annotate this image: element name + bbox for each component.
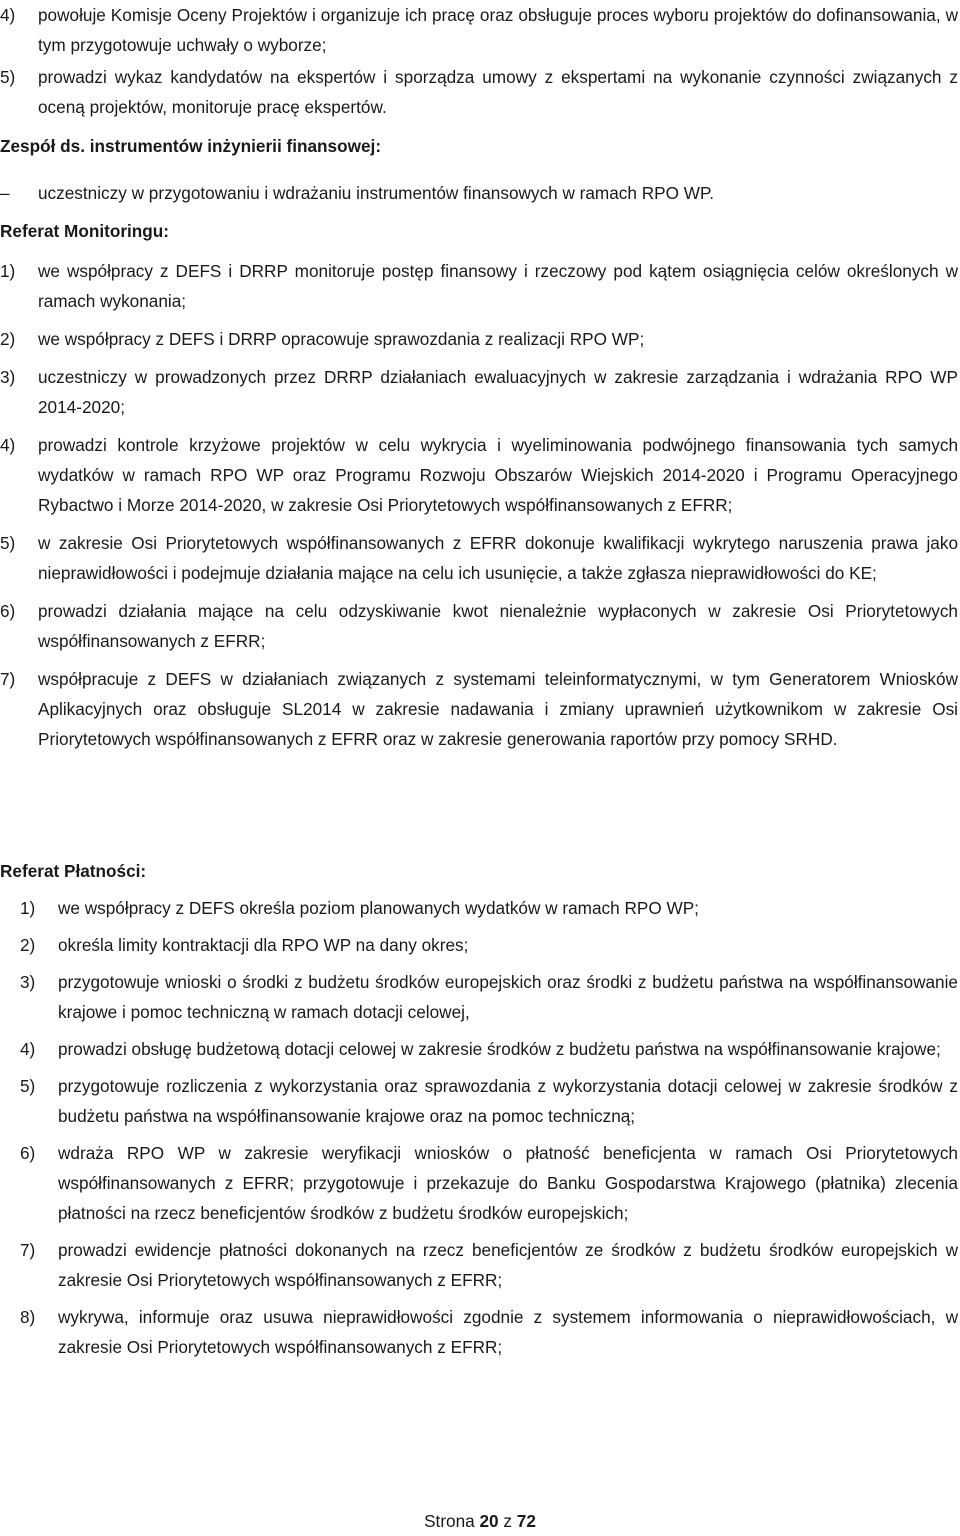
- list-item-number: 4): [0, 435, 16, 455]
- list-item-number: 5): [0, 67, 16, 87]
- list-item: [0, 0, 958, 60]
- footer-total-pages: 72: [516, 1511, 536, 1531]
- section-heading-zespol: Zespół ds. instrumentów inżynierii finansowej:: [0, 136, 382, 156]
- list-item-number: 4): [0, 5, 16, 25]
- list-item: [0, 178, 958, 208]
- list-item-text: uczestniczy w przygotowaniu i wdrażaniu instrumentów finansowych w ramach RPO WP.: [38, 183, 714, 203]
- list-item-text: prowadzi działania mające na celu odzyskiwanie kwot nienależnie wypłaconych w zakresie Osi Priorytetowych współfinansowanych z EFRR;: [38, 601, 958, 651]
- list-item: [0, 62, 958, 122]
- list-item: [0, 1235, 958, 1295]
- platnosci-list: [0, 893, 958, 1369]
- zespol-list: [0, 178, 958, 208]
- list-item: [0, 1302, 958, 1362]
- list-item-text: wykrywa, informuje oraz usuwa nieprawidłowości zgodnie z systemem informowania o nieprawidłowościach, w zakresie Osi Priorytetowych współfinansowanych z EFRR;: [58, 1307, 958, 1357]
- list-item-text: powołuje Komisje Oceny Projektów i organizuje ich pracę oraz obsługuje proces wyboru projektów do dofinansowania, w tym przygotowuje uchwały o wyborze;: [38, 5, 958, 55]
- list-item-number: 7): [20, 1240, 36, 1260]
- list-item-number: 2): [20, 935, 36, 955]
- list-item: [0, 664, 958, 754]
- list-item-number: 7): [0, 669, 16, 689]
- footer-prefix: Strona: [424, 1511, 475, 1531]
- list-item-number: 6): [0, 601, 16, 621]
- footer-page-number: 20: [479, 1511, 499, 1531]
- list-item-text: przygotowuje wnioski o środki z budżetu środków europejskich oraz środki z budżetu państwa na współfinansowanie krajowe i pomoc techniczną w ramach dotacji celowej,: [58, 972, 958, 1022]
- list-item-number: 4): [20, 1039, 36, 1059]
- list-item: [0, 324, 958, 354]
- list-item: [0, 256, 958, 316]
- top-list: [0, 0, 958, 124]
- section-heading-platnosci: Referat Płatności:: [0, 861, 147, 881]
- list-item: [0, 1034, 958, 1064]
- list-item-number: 2): [0, 329, 16, 349]
- section-heading-monitoring: Referat Monitoringu:: [0, 221, 169, 241]
- list-item: [0, 967, 958, 1027]
- list-item-text: w zakresie Osi Priorytetowych współfinansowanych z EFRR dokonuje kwalifikacji wykrytego naruszenia prawa jako nieprawidłowości i podejmuje działania mające na celu ich usunięcie, a także zgłasza nieprawidłowości do KE;: [38, 533, 958, 583]
- page-footer: [0, 1506, 960, 1536]
- list-item-text: prowadzi ewidencje płatności dokonanych na rzecz beneficjentów ze środków z budżetu środków europejskich w zakresie Osi Priorytetowych współfinansowanych z EFRR;: [58, 1240, 958, 1290]
- list-item-number: 5): [0, 533, 16, 553]
- list-item: [0, 893, 958, 923]
- list-item-number: 3): [20, 972, 36, 992]
- list-item-text: we współpracy z DEFS i DRRP opracowuje sprawozdania z realizacji RPO WP;: [38, 329, 645, 349]
- list-item-number: 1): [0, 261, 16, 281]
- list-item: [0, 596, 958, 656]
- list-item-number: –: [0, 183, 10, 203]
- list-item: [0, 930, 958, 960]
- list-item-number: 3): [0, 367, 16, 387]
- list-item: [0, 528, 958, 588]
- list-item-text: prowadzi obsługę budżetową dotacji celowej w zakresie środków z budżetu państwa na współfinansowanie krajowe;: [58, 1039, 941, 1059]
- list-item: [0, 1138, 958, 1228]
- list-item: [0, 1071, 958, 1131]
- monitoring-list: [0, 256, 958, 762]
- list-item-text: we współpracy z DEFS określa poziom planowanych wydatków w ramach RPO WP;: [58, 898, 699, 918]
- list-item-number: 6): [20, 1143, 36, 1163]
- list-item-number: 8): [20, 1307, 36, 1327]
- footer-separator: z: [503, 1511, 512, 1531]
- list-item-text: przygotowuje rozliczenia z wykorzystania oraz sprawozdania z wykorzystania dotacji celowej w zakresie środków z budżetu państwa na współfinansowanie krajowe oraz na pomoc techniczną;: [58, 1076, 958, 1126]
- list-item-number: 5): [20, 1076, 36, 1096]
- list-item-text: prowadzi wykaz kandydatów na ekspertów i sporządza umowy z ekspertami na wykonanie czynności związanych z oceną projektów, monitoruje pracę ekspertów.: [38, 67, 958, 117]
- list-item-text: określa limity kontraktacji dla RPO WP na dany okres;: [58, 935, 469, 955]
- list-item-text: wdraża RPO WP w zakresie weryfikacji wniosków o płatność beneficjenta w ramach Osi Priorytetowych współfinansowanych z EFRR; przygotowuje i przekazuje do Banku Gospodarstwa Krajowego (płatnika) zlecenia płatności na rzecz beneficjentów środków z budżetu środków europejskich;: [58, 1143, 958, 1223]
- list-item-text: prowadzi kontrole krzyżowe projektów w celu wykrycia i wyeliminowania podwójnego finansowania tych samych wydatków w ramach RPO WP oraz Programu Rozwoju Obszarów Wiejskich 2014-2020 i Programu Operacyjnego Rybactwo i Morze 2014-2020, w zakresie Osi Priorytetowych współfinansowanych z EFRR;: [38, 435, 958, 515]
- list-item-number: 1): [20, 898, 36, 918]
- list-item-text: we współpracy z DEFS i DRRP monitoruje postęp finansowy i rzeczowy pod kątem osiągnięcia celów określonych w ramach wykonania;: [38, 261, 958, 311]
- list-item: [0, 362, 958, 422]
- list-item-text: uczestniczy w prowadzonych przez DRRP działaniach ewaluacyjnych w zakresie zarządzania i wdrażania RPO WP 2014-2020;: [38, 367, 958, 417]
- list-item-text: współpracuje z DEFS w działaniach związanych z systemami teleinformatycznymi, w tym Generatorem Wniosków Aplikacyjnych oraz obsługuje SL2014 w zakresie nadawania i zmiany uprawnień użytkownikom w zakresie Osi Priorytetowych współfinansowanych z EFRR oraz w zakresie generowania raportów przy pomocy SRHD.: [38, 669, 958, 749]
- list-item: [0, 430, 958, 520]
